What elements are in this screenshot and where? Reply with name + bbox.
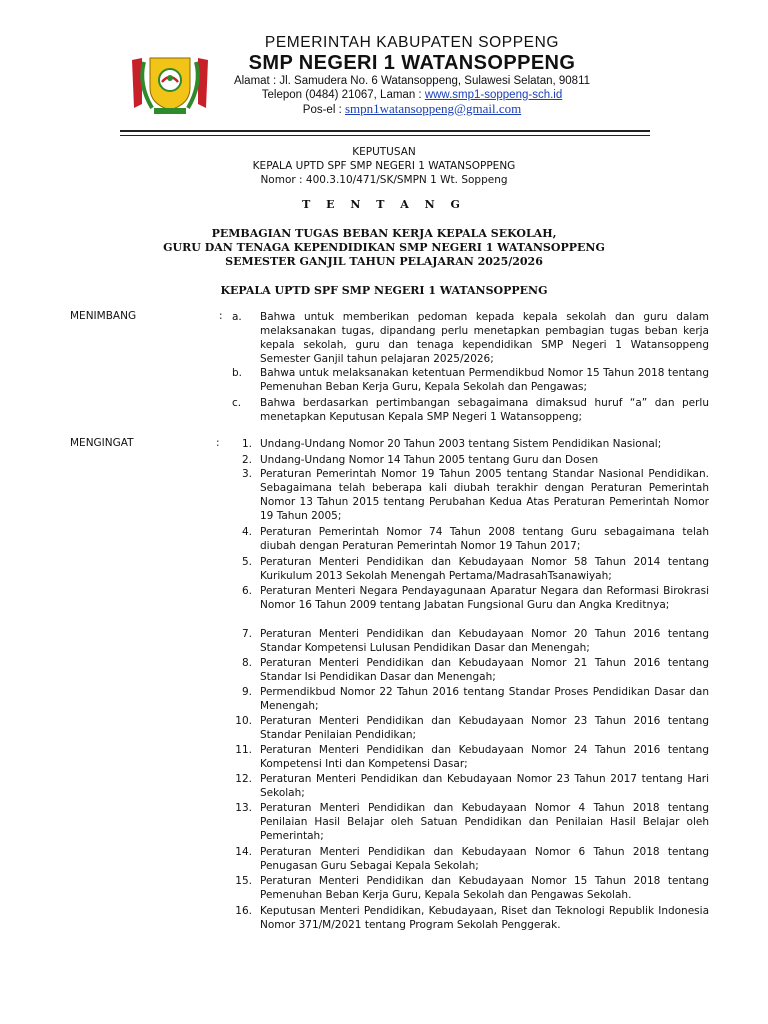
item-text: Peraturan Menteri Pendidikan dan Kebudayaan Nomor 21 Tahun 2016 tentang Standar Isi Pendidikan Dasar dan Menengah; bbox=[260, 657, 709, 683]
item-text: Undang-Undang Nomor 20 Tahun 2003 tentang Sistem Pendidikan Nasional; bbox=[260, 438, 662, 450]
school-name: SMP NEGERI 1 WATANSOPPENG bbox=[248, 52, 576, 74]
decree-tentang: T E N T A N G bbox=[302, 198, 466, 211]
letterhead-text bbox=[212, 34, 612, 117]
item-text: Permendikbud Nomor 22 Tahun 2016 tentang Standar Proses Pendidikan Dasar dan Menengah; bbox=[260, 686, 709, 712]
item-text: Peraturan Menteri Pendidikan dan Kebudayaan Nomor 58 Tahun 2014 tentang Kurikulum 2013 Sekolah Menengah Pertama/MadrasahTsanawiyah; bbox=[260, 556, 709, 582]
item-marker: 1. bbox=[241, 438, 252, 450]
decree-title-line: GURU DAN TENAGA KEPENDIDIKAN SMP NEGERI 1 WATANSOPPENG bbox=[163, 241, 605, 254]
decree-authority: KEPALA UPTD SPF SMP NEGERI 1 WATANSOPPENG bbox=[220, 284, 548, 297]
item-text: Keputusan Menteri Pendidikan, Kebudayaan, Riset dan Teknologi Republik Indonesia Nomor 371/M/2021 tentang Program Sekolah Penggerak. bbox=[260, 905, 709, 931]
menimbang-label: MENIMBANG bbox=[70, 310, 137, 322]
item-marker: 10. bbox=[235, 715, 252, 727]
item-marker: 4. bbox=[241, 526, 252, 538]
email-label: Pos-el : bbox=[302, 104, 345, 116]
decree-title-line: PEMBAGIAN TUGAS BEBAN KERJA KEPALA SEKOLAH, bbox=[211, 227, 557, 240]
item-marker: c. bbox=[232, 397, 242, 409]
decree-title-line: SEMESTER GANJIL TAHUN PELAJARAN 2025/2026 bbox=[225, 255, 543, 268]
item-text: Peraturan Menteri Negara Pendayagunaan Aparatur Negara dan Reformasi Birokrasi Nomor 16 Tahun 2009 tentang Jabatan Fungsional Guru dan Angka Kreditnya; bbox=[260, 585, 709, 611]
item-text: Peraturan Menteri Pendidikan dan Kebudayaan Nomor 23 Tahun 2016 tentang Standar Penilaian Pendidikan; bbox=[260, 715, 709, 741]
item-text: Peraturan Pemerintah Nomor 19 Tahun 2005 tentang Standar Nasional Pendidikan. Sebagaimana telah beberapa kali diubah terakhir dengan Peraturan Pemerintah Nomor 13 Tahun 2015 tentang Perubahan Kedua Atas Peraturan Pemerintah Nomor 19 Tahun 2005; bbox=[260, 468, 709, 522]
item-text: Bahwa berdasarkan pertimbangan sebagaimana dimaksud huruf “a” dan perlu menetapkan Keputusan Kepala SMP Negeri 1 Watansoppeng; bbox=[260, 397, 709, 423]
item-marker: 7. bbox=[241, 628, 252, 640]
item-text: Peraturan Menteri Pendidikan dan Kebudayaan Nomor 6 Tahun 2018 tentang Penugasan Guru Sebagai Kepala Sekolah; bbox=[260, 846, 709, 872]
letterhead bbox=[0, 0, 768, 140]
school-address: Alamat : Jl. Samudera No. 6 Watansoppeng, Sulawesi Selatan, 90811 bbox=[233, 75, 591, 87]
item-text: Peraturan Pemerintah Nomor 74 Tahun 2008 tentang Guru sebagaimana telah diubah dengan Peraturan Pemerintah Nomor 19 Tahun 2017; bbox=[260, 526, 709, 552]
item-marker: b. bbox=[232, 367, 243, 379]
website-link[interactable]: www.smp1-soppeng-sch.id bbox=[424, 89, 563, 101]
item-marker: 3. bbox=[241, 468, 252, 480]
letterhead-rule-thick bbox=[120, 130, 650, 132]
item-marker: 9. bbox=[241, 686, 252, 698]
item-text: Bahwa untuk memberikan pedoman kepada kepala sekolah dan guru dalam melaksanakan tugas, dipandang perlu menetapkan pembagian tugas beban kerja kepala sekolah, guru dan tenaga kependidikan SMP Negeri 1 Watansoppeng Semester Ganjil tahun pelajaran 2025/2026; bbox=[260, 311, 709, 365]
email-line bbox=[212, 102, 612, 117]
item-text: Peraturan Menteri Pendidikan dan Kebudayaan Nomor 4 Tahun 2018 tentang Penilaian Hasil Belajar oleh Satuan Pendidikan dan Penilaian Hasil Belajar oleh Pemerintah; bbox=[260, 802, 709, 842]
item-marker: a. bbox=[232, 311, 242, 323]
item-marker: 8. bbox=[241, 657, 252, 669]
item-text: Peraturan Menteri Pendidikan dan Kebudayaan Nomor 15 Tahun 2018 tentang Pemenuhan Beban Kerja Guru, Kepala Sekolah dan Pengawas Sekolah. bbox=[260, 875, 709, 901]
item-text: Bahwa untuk melaksanakan ketentuan Permendikbud Nomor 15 Tahun 2018 tentang Pemenuhan Beban Kerja Guru, Kepala Sekolah dan Pengawas; bbox=[260, 367, 709, 393]
mengingat-label: MENGINGAT bbox=[70, 437, 134, 449]
decree-number: Nomor : 400.3.10/471/SK/SMPN 1 Wt. Soppeng bbox=[260, 174, 508, 186]
decree-type: KEPUTUSAN bbox=[352, 146, 416, 158]
decree-issuer: KEPALA UPTD SPF SMP NEGERI 1 WATANSOPPENG bbox=[252, 160, 516, 172]
item-marker: 2. bbox=[241, 454, 252, 466]
email-link[interactable]: smpn1watansoppeng@gmail.com bbox=[344, 101, 522, 116]
phone-label: Telepon (0484) 21067, Laman : bbox=[261, 89, 425, 101]
item-marker: 5. bbox=[241, 556, 252, 568]
item-marker: 12. bbox=[235, 773, 252, 785]
item-text: Peraturan Menteri Pendidikan dan Kebudayaan Nomor 20 Tahun 2016 tentang Standar Kompetensi Lulusan Pendidikan Dasar dan Menengah; bbox=[260, 628, 709, 654]
government-name: PEMERINTAH KABUPATEN SOPPENG bbox=[264, 34, 560, 51]
item-marker: 16. bbox=[235, 905, 252, 917]
item-marker: 15. bbox=[235, 875, 252, 887]
item-marker: 13. bbox=[235, 802, 252, 814]
item-marker: 11. bbox=[235, 744, 252, 756]
menimbang-colon: : bbox=[219, 310, 223, 322]
item-marker: 14. bbox=[235, 846, 252, 858]
item-text: Peraturan Menteri Pendidikan dan Kebudayaan Nomor 24 Tahun 2016 tentang Kompetensi Inti dan Kompetensi Dasar; bbox=[260, 744, 709, 770]
contact-line bbox=[212, 88, 612, 102]
item-text: Peraturan Menteri Pendidikan dan Kebudayaan Nomor 23 Tahun 2017 tentang Hari Sekolah; bbox=[260, 773, 709, 799]
mengingat-colon: : bbox=[216, 437, 220, 449]
item-text: Undang-Undang Nomor 14 Tahun 2005 tentang Guru dan Dosen bbox=[260, 454, 599, 466]
soppeng-regency-emblem-icon bbox=[128, 52, 212, 116]
letterhead-rule-thin bbox=[120, 135, 650, 136]
item-marker: 6. bbox=[241, 585, 252, 597]
